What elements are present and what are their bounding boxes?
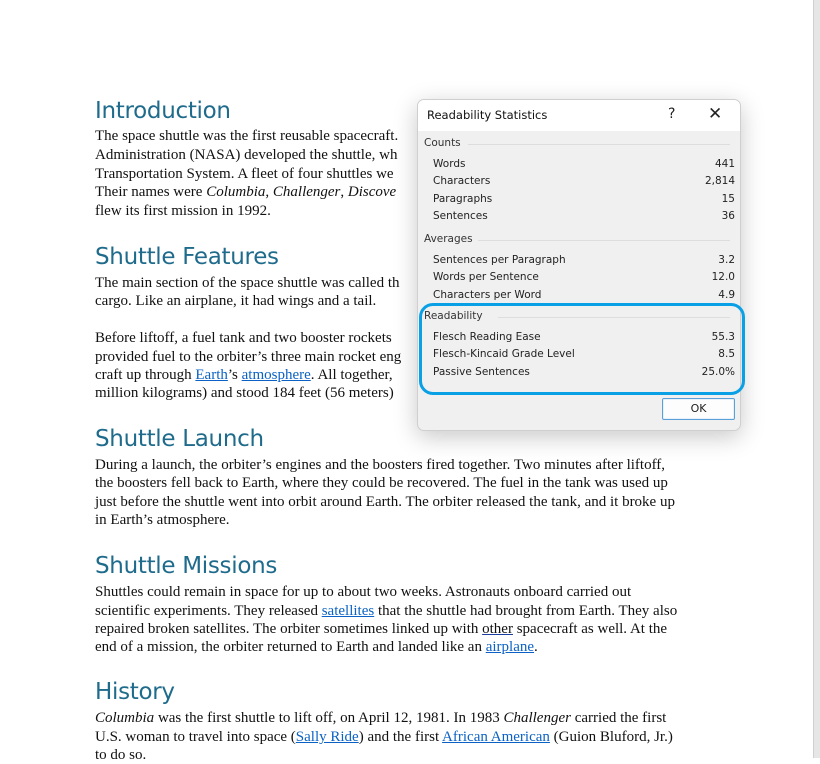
text-line: [95, 329, 392, 347]
stat-label: Sentences: [433, 209, 488, 222]
text-line: [95, 620, 667, 638]
text: ,: [340, 184, 348, 200]
section-heading: Introduction: [95, 98, 231, 124]
ok-button[interactable]: OK: [662, 398, 735, 420]
stat-value: 15: [721, 192, 735, 205]
text: million kilograms) and stood 184 feet (56 meters): [95, 385, 394, 401]
text-line: [95, 384, 394, 402]
hyperlink[interactable]: Sally Ride: [295, 729, 359, 745]
stat-value: 36: [721, 209, 735, 222]
text: ) and the first: [358, 729, 443, 745]
text-line: [95, 709, 666, 727]
text-line: [95, 638, 538, 656]
hyperlink[interactable]: African American: [442, 729, 550, 745]
text-line: [95, 274, 399, 292]
text: . All together,: [310, 367, 393, 383]
stat-label: Flesch-Kincaid Grade Level: [433, 348, 575, 361]
stat-label: Characters per Word: [433, 288, 542, 301]
text: Their names were: [95, 184, 207, 200]
text: During a launch, the orbiter’s engines and the boosters fired together. Two minutes after liftoff,: [95, 457, 666, 473]
text-line: [95, 165, 394, 183]
stat-value: 12.0: [711, 271, 735, 284]
text: that the shuttle had brought from Earth. They also: [374, 603, 678, 619]
group-divider: [468, 144, 730, 145]
help-icon[interactable]: ?: [668, 106, 676, 122]
text-line: [95, 348, 401, 366]
text: .: [534, 639, 538, 655]
stat-value: 441: [714, 158, 735, 170]
stat-row: [433, 271, 735, 287]
stat-value: 25.0%: [701, 365, 735, 378]
text-line: [95, 493, 675, 511]
text: Shuttles could remain in space for up to about two weeks. Astronauts onboard carried out: [95, 584, 632, 600]
stat-label: Sentences per Paragraph: [433, 254, 566, 266]
text: the boosters fell back to Earth, where they could be recovered. The fuel in the tank was used up: [95, 475, 668, 491]
stat-value: 55.3: [711, 331, 735, 343]
stat-label: Words: [433, 158, 466, 170]
text: Transportation System. A fleet of four shuttles we: [95, 166, 394, 182]
section-heading: History: [95, 679, 175, 705]
text-line: [95, 474, 668, 492]
text: repaired broken satellites. The orbiter sometimes linked up with: [95, 621, 483, 637]
text-line: [95, 511, 230, 529]
group-divider: [478, 240, 730, 241]
readability-highlight: [419, 303, 745, 395]
text: carried the first: [570, 710, 667, 726]
page-edge: [813, 0, 820, 758]
stat-label: Flesch Reading Ease: [433, 331, 541, 343]
stat-value: 4.9: [718, 288, 735, 301]
italic-text: Challenger: [272, 184, 341, 200]
italic-text: Columbia: [95, 710, 155, 726]
text-line: [95, 602, 677, 620]
hyperlink[interactable]: atmosphere: [241, 367, 311, 383]
hyperlink[interactable]: satellites: [321, 603, 375, 619]
text-line: [95, 127, 398, 145]
text: end of a mission, the orbiter returned to Earth and landed like an: [95, 639, 486, 655]
hyperlink[interactable]: airplane: [485, 639, 535, 655]
group-label-averages: Averages: [424, 233, 473, 245]
section-heading: Shuttle Launch: [95, 426, 264, 452]
stat-label: Words per Sentence: [433, 271, 539, 284]
stat-row: [433, 193, 735, 209]
text-line: [95, 183, 396, 201]
stat-value: 3.2: [718, 254, 735, 266]
text-line: [95, 146, 397, 164]
text: Before liftoff, a fuel tank and two booster rockets: [95, 330, 392, 346]
text: Administration (NASA) developed the shuttle, wh: [95, 147, 398, 163]
stat-label: Passive Sentences: [433, 365, 530, 378]
text-line: [95, 728, 673, 746]
text: to do so.: [95, 747, 147, 763]
text: cargo. Like an airplane, it had wings and a tail.: [95, 293, 377, 309]
group-label-counts: Counts: [424, 137, 461, 149]
text-line: [95, 746, 146, 764]
text: spacecraft as well. At the: [512, 621, 668, 637]
text-line: [95, 583, 631, 601]
stat-row: [433, 254, 735, 270]
text: ’s: [227, 367, 242, 383]
stat-value: 2,814: [704, 175, 735, 188]
section-heading: Shuttle Features: [95, 244, 279, 270]
text-line: [95, 202, 271, 220]
text: provided fuel to the orbiter’s three main rocket eng: [95, 349, 402, 365]
text: scientific experiments. They released: [95, 603, 322, 619]
italic-text: Columbia: [206, 184, 266, 200]
text-line: [95, 456, 665, 474]
text-line: [95, 366, 393, 384]
text: ,: [265, 184, 273, 200]
italic-text: Challenger: [503, 710, 571, 726]
group-label-readability: Readability: [424, 310, 483, 322]
underlined-text: other: [482, 621, 513, 637]
text: just before the shuttle went into orbit around Earth. The orbiter released the tank, and it broke up: [95, 494, 675, 510]
stat-row: [433, 158, 735, 174]
stat-value: 8.5: [718, 348, 735, 361]
text: craft up through: [95, 367, 196, 383]
dialog-title-bar[interactable]: [418, 100, 740, 131]
stat-label: Paragraphs: [433, 192, 493, 205]
text: The space shuttle was the first reusable spacecraft.: [95, 128, 399, 144]
stat-row: [433, 210, 735, 226]
text-line: [95, 292, 376, 310]
text: The main section of the space shuttle was called th: [95, 275, 400, 291]
hyperlink[interactable]: Earth: [195, 367, 228, 383]
text: was the first shuttle to lift off, on April 12, 1981. In 1983: [154, 710, 504, 726]
stat-row: [433, 175, 735, 191]
text: (Guion Bluford, Jr.): [549, 729, 673, 745]
text: in Earth’s atmosphere.: [95, 512, 230, 528]
stat-label: Characters: [433, 175, 491, 188]
italic-text: Discove: [347, 184, 397, 200]
dialog-title: Readability Statistics: [427, 108, 548, 122]
text: U.S. woman to travel into space (: [95, 729, 296, 745]
text: flew its first mission in 1992.: [95, 203, 271, 219]
close-icon[interactable]: ✕: [708, 104, 723, 124]
section-heading: Shuttle Missions: [95, 553, 278, 579]
